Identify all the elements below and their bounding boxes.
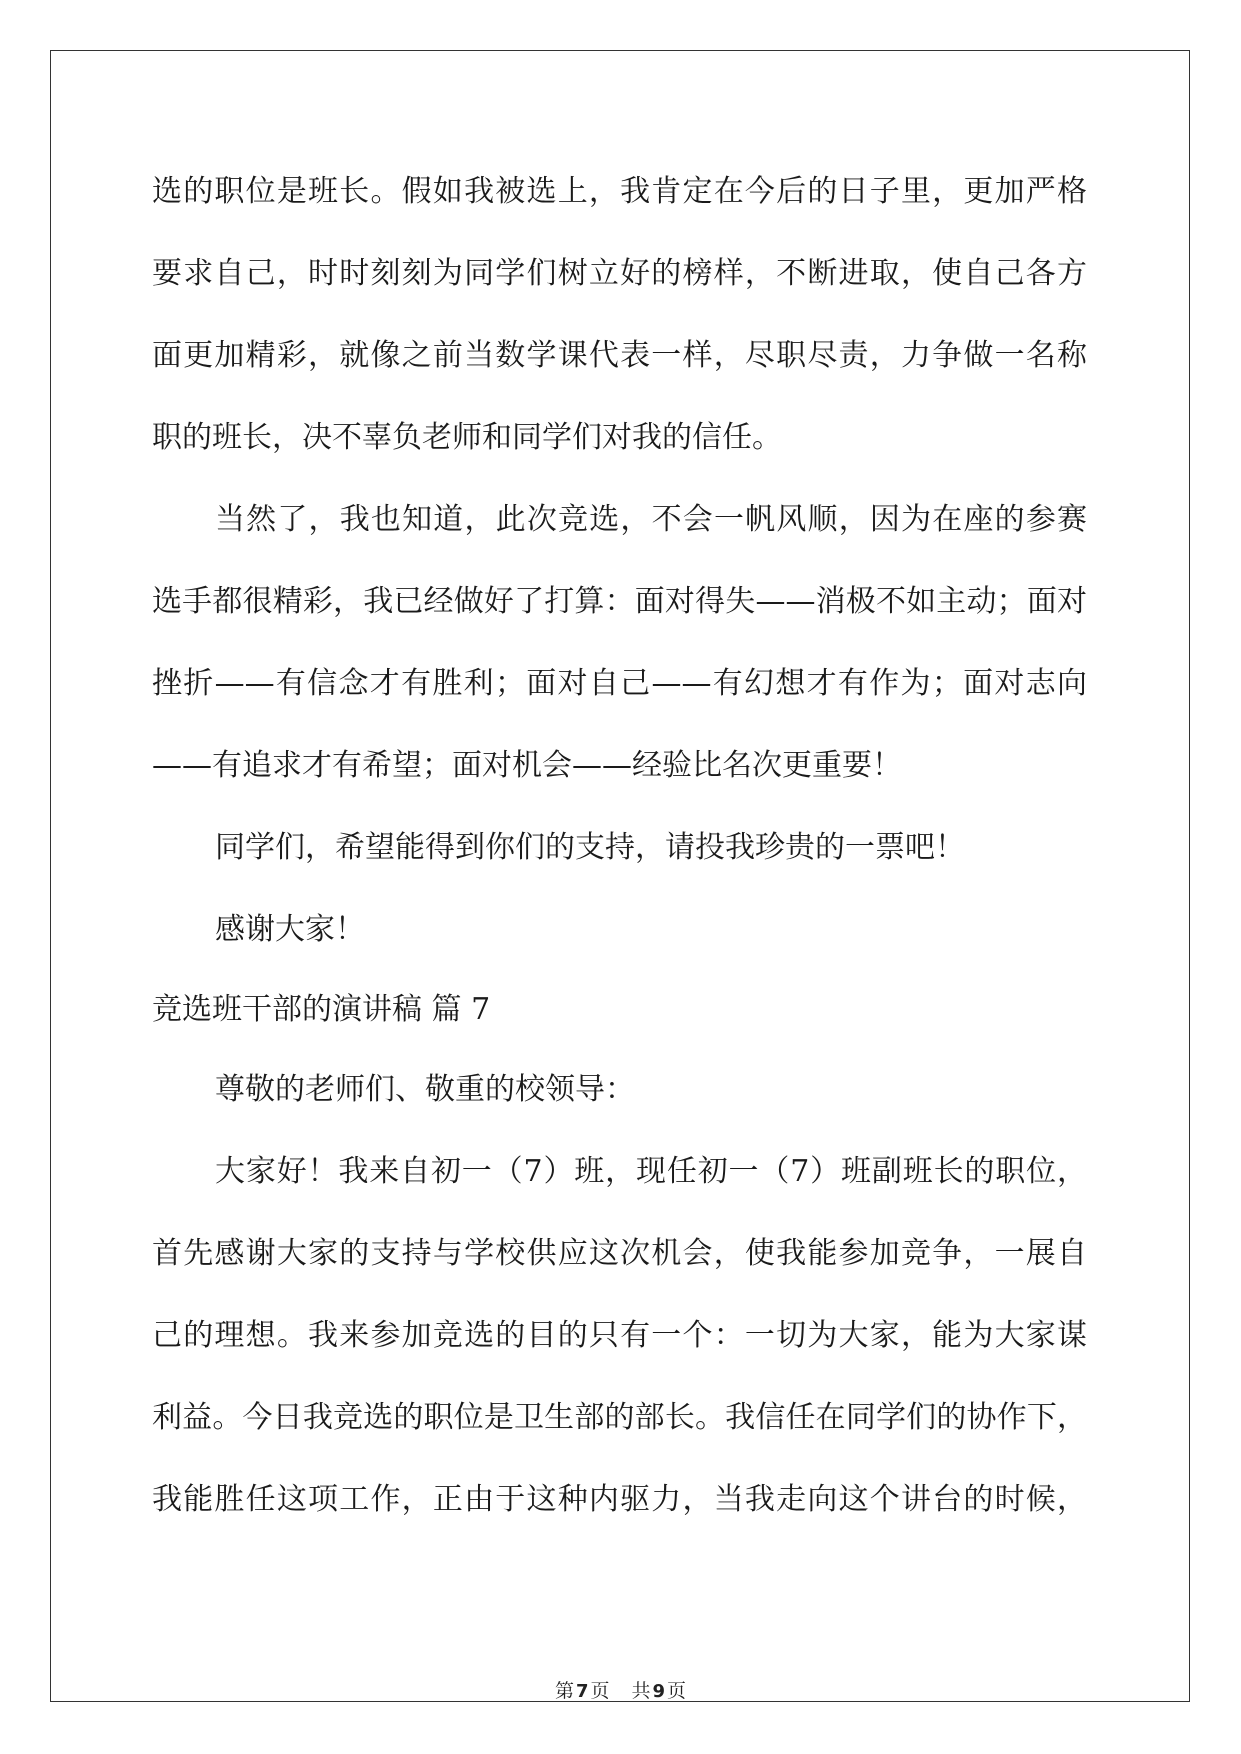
footer-page-number: 7 bbox=[575, 1681, 589, 1702]
footer-page-prefix: 第 bbox=[554, 1680, 574, 1702]
footer-total-suffix: 页 bbox=[667, 1680, 687, 1702]
body-line-10: 感谢大家！ bbox=[215, 912, 365, 947]
body-line-17: 我能胜任这项工作，正由于这种内驱力，当我走向这个讲台的时候， bbox=[152, 1482, 1087, 1517]
footer-total-pages: 9 bbox=[652, 1681, 666, 1702]
body-line-4: 职的班长，决不辜负老师和同学们对我的信任。 bbox=[152, 420, 782, 455]
body-line-13: 大家好！我来自初一（7）班，现任初一（7）班副班长的职位， bbox=[215, 1154, 1087, 1189]
body-line-1: 选的职位是班长。假如我被选上，我肯定在今后的日子里，更加严格 bbox=[152, 174, 1087, 209]
footer-page-suffix: 页 bbox=[590, 1680, 610, 1702]
body-line-16: 利益。今日我竞选的职位是卫生部的部长。我信任在同学们的协作下， bbox=[152, 1400, 1087, 1435]
body-line-7: 挫折——有信念才有胜利；面对自己——有幻想才有作为；面对志向 bbox=[152, 666, 1087, 701]
footer-total-prefix: 共 bbox=[631, 1680, 651, 1702]
body-line-14: 首先感谢大家的支持与学校供应这次机会，使我能参加竞争，一展自 bbox=[152, 1236, 1087, 1271]
body-line-12: 尊敬的老师们、敬重的校领导： bbox=[215, 1072, 635, 1107]
body-line-8: ——有追求才有希望；面对机会——经验比名次更重要！ bbox=[152, 748, 902, 783]
body-line-5: 当然了，我也知道，此次竞选，不会一帆风顺，因为在座的参赛 bbox=[215, 502, 1087, 537]
page-frame bbox=[50, 50, 1190, 1702]
body-line-6: 选手都很精彩，我已经做好了打算：面对得失——消极不如主动；面对 bbox=[152, 584, 1087, 619]
body-line-15: 己的理想。我来参加竞选的目的只有一个：一切为大家，能为大家谋 bbox=[152, 1318, 1087, 1353]
page-footer bbox=[0, 1680, 1241, 1703]
body-line-2: 要求自己，时时刻刻为同学们树立好的榜样，不断进取，使自己各方 bbox=[152, 256, 1087, 291]
section-heading: 竞选班干部的演讲稿 篇 7 bbox=[152, 992, 491, 1027]
body-line-9: 同学们，希望能得到你们的支持，请投我珍贵的一票吧！ bbox=[215, 830, 965, 865]
body-line-3: 面更加精彩，就像之前当数学课代表一样，尽职尽责，力争做一名称 bbox=[152, 338, 1087, 373]
